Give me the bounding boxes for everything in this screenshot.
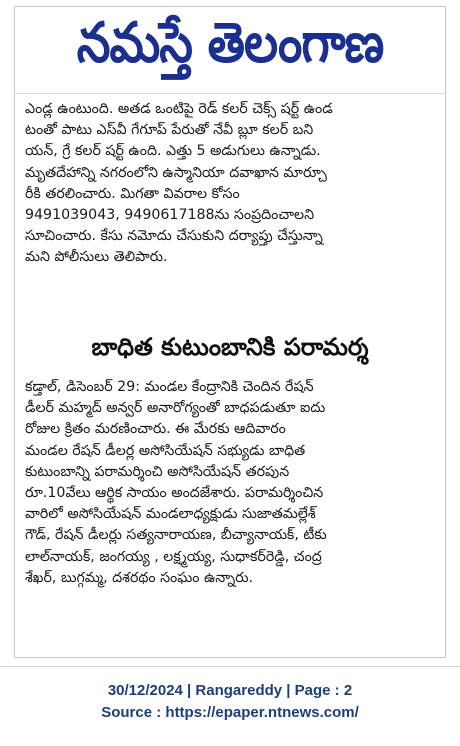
article-line: మృతదేహాన్ని నగరంలోని ఉస్మానియా దవాఖాన మార్చూ [25, 164, 327, 181]
article-line: కడ్తాల్, డిసెంబర్ 29: మండల కేంద్రానికి చెందిన రేషన్ [25, 379, 314, 395]
article-headline: బాధిత కుటుంబానికి పరామర్శ [91, 333, 369, 361]
article-line: సూచించారు. కేసు నమోదు చేసుకుని దర్యాప్తు చేస్తున్నా [25, 228, 323, 245]
article-line: రోజుల క్రితం మరణించారు. ఈ మేరకు ఆదివారం [25, 421, 286, 438]
article-line: శేఖర్, బుగ్గమ్మ, దశరథం సంఘం ఉన్నారు. [25, 569, 254, 586]
article-line: మండల రేషన్ డీలర్ల అసోసియేషన్ సభ్యుడు బాధిత [25, 442, 306, 459]
article-paragraph-2 [25, 377, 437, 589]
masthead-title: నమస్తే తెలంగాణ [76, 10, 384, 76]
masthead [15, 7, 445, 94]
article-line: రూ.10వేలు ఆర్థిక సాయం అందజేశారు. పరామర్శించిన [25, 485, 324, 502]
footer-date-line: 30/12/2024 | Rangareddy | Page : 2 [107, 682, 353, 699]
article-line: యన్, గ్రే కలర్ షర్ట్ ఉంది. ఎత్తు 5 అడుగులు ఉన్నాడు. [25, 143, 321, 160]
article-paragraph-1 [25, 99, 437, 269]
newspaper-clipping [14, 6, 446, 658]
footer-source-line: Source : https://epaper.ntnews.com/ [101, 704, 359, 721]
article-line: లాల్‌నాయక్, జంగయ్య , లక్ష్మయ్య, సుధాకర్‌రెడ్డి, చంద్ర [25, 548, 322, 565]
article-line: డీలర్ మహ్మద్ అన్వర్ అనారోగ్యంతో బాధపడుతూ ఐదు [25, 400, 326, 417]
article-line: రీకి తరలించారు. మిగతా వివరాల కోసం [25, 185, 240, 202]
article-line: కుటుంబాన్ని పరామర్శించి అసోసియేషన్ తరపున [25, 463, 290, 480]
article-line: ఎండ్ల ఉంటుంది. అతడ ఒంటిపై రెడ్ కలర్ చెక్స్ షర్ట్ ఉండ [25, 101, 333, 117]
article-line: వారిలో అసోసియేషన్ మండలాధ్యక్షుడు సుజాతమల్లేశ్ [25, 506, 316, 523]
article-line: గౌడ్, రేషన్ డీలర్లు సత్యనారాయణ, బీచ్యానాయక్, టీకు [25, 527, 327, 544]
article-line: టంతో పాటు ఎస్‌వీ గేగూప్ పేరుతో నేవీ బ్లూ కలర్ బని [25, 122, 314, 139]
article-line: మని పోలీసులు తెలిపారు. [25, 249, 168, 266]
footer-divider [0, 666, 460, 667]
article-line: 9491039043, 9490617188ను సంప్రదించాలని [25, 207, 315, 224]
